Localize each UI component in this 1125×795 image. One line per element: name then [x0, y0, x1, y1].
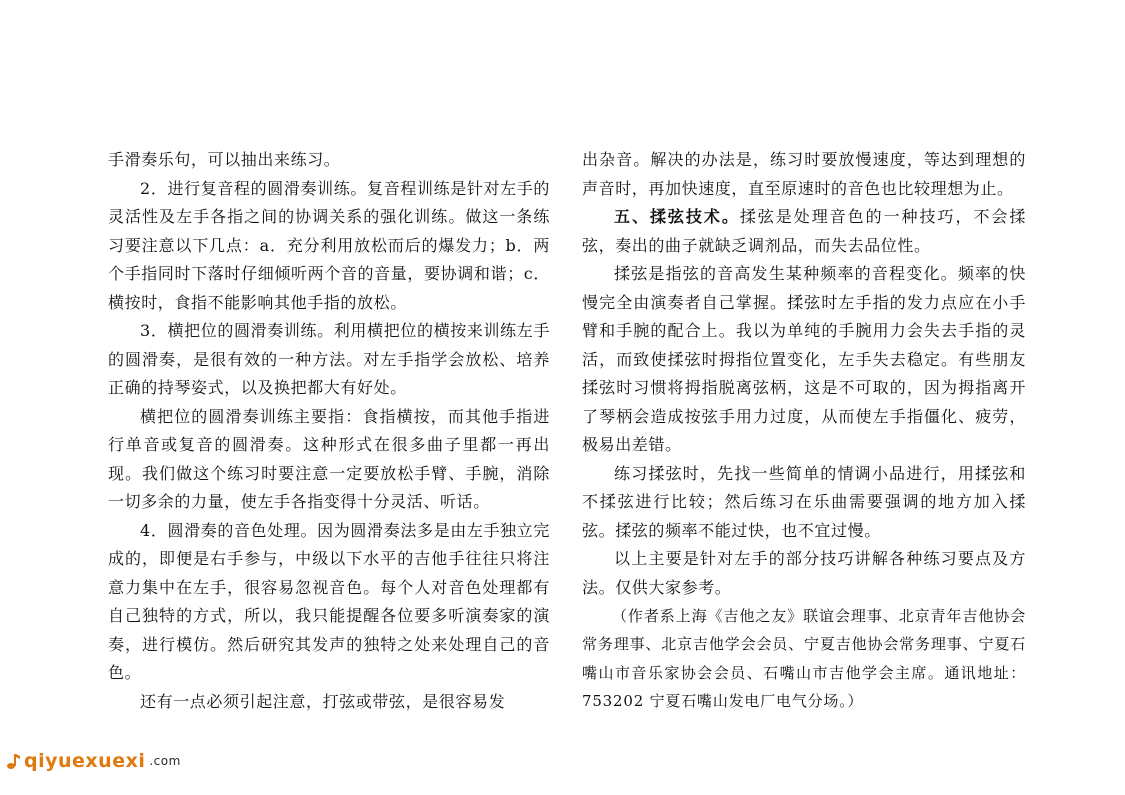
paragraph: 手滑奏乐句，可以抽出来练习。	[108, 150, 341, 169]
paragraph: 4．圆滑奏的音色处理。因为圆滑奏法多是由左手独立完成的，即便是右手参与，中级以下水平的吉他手往往只将注意力集中在左手，很容易忽视音色。每个人对音色处理都有自己独特的方式，所以，我只能提醒各位要多听演奏家的演奏，进行模仿。然后研究其发声的独特之处来处理自己的音色。	[108, 520, 550, 682]
paragraph: 还有一点必须引起注意，打弦或带弦，是很容易发	[140, 691, 506, 711]
section-body: 揉弦是处理音色的一种技巧，不会揉弦，奏出的曲子就缺乏调剂品，而失去品位性。	[582, 207, 1026, 255]
section-heading: 五、揉弦技术。	[614, 207, 740, 226]
paragraph: 2．进行复音程的圆滑奏训练。复音程训练是针对左手的灵活性及左手各指之间的协调关系的强化训练。做这一条练习要注意以下几点：a．充分利用放松而后的爆发力；b．两个手指同时下落时仔细倾听两个音的音量，要协调和谐；c．横按时，食指不能影响其他手指的放松。	[108, 178, 550, 312]
site-watermark	[6, 750, 181, 772]
paragraph: 3．横把位的圆滑奏训练。利用横把位的横按来训练左手的圆滑奏，是很有效的一种方法。对左手指学会放松、培养正确的持琴姿式，以及换把都大有好处。	[108, 321, 550, 397]
paragraph: 揉弦是指弦的音高发生某种频率的音程变化。频率的快慢完全由演奏者自己掌握。揉弦时左手指的发力点应在小手臂和手腕的配合上。我以为单纯的手腕用力会失去手指的灵活，而致使揉弦时拇指位置变化，左手失去稳定。有些朋友揉弦时习惯将拇指脱离弦柄，这是不可取的，因为拇指离开了琴柄会造成按弦手用力过度，从而使左手指僵化、疲劳，极易出差错。	[582, 264, 1026, 454]
section-paragraph	[582, 203, 1026, 260]
paragraph: 以上主要是针对左手的部分技巧讲解各种练习要点及方法。仅供大家参考。	[582, 549, 1026, 597]
watermark-suffix: .com	[149, 754, 181, 768]
paragraph: 出杂音。解决的办法是，练习时要放慢速度，等达到理想的声音时，再加快速度，直至原速时的音色也比较理想为止。	[582, 150, 1026, 198]
paragraph: 练习揉弦时，先找一些简单的情调小品进行，用揉弦和不揉弦进行比较；然后练习在乐曲需要强调的地方加入揉弦。揉弦的频率不能过快，也不宜过慢。	[582, 463, 1026, 540]
left-text-column	[108, 146, 550, 716]
paragraph: 横把位的圆滑奏训练主要指：食指横按，而其他手指进行单音或复音的圆滑奏。这种形式在很多曲子里都一再出现。我们做这个练习时要注意一定要放松手臂、手腕，消除一切多余的力量，使左手各指变得十分灵活、听话。	[108, 406, 550, 511]
watermark-text: qiyuexuexi	[24, 750, 146, 772]
author-note: （作者系上海《吉他之友》联谊会理事、北京青年吉他协会常务理事、北京吉他学会会员、宁夏吉他协会常务理事、宁夏石嘴山市音乐家协会会员、石嘴山市吉他学会主席。通讯地址：753202 宁夏石嘴山发电厂电气分场。）	[582, 607, 1026, 710]
music-note-icon	[6, 752, 20, 770]
right-text-column	[582, 146, 1026, 715]
